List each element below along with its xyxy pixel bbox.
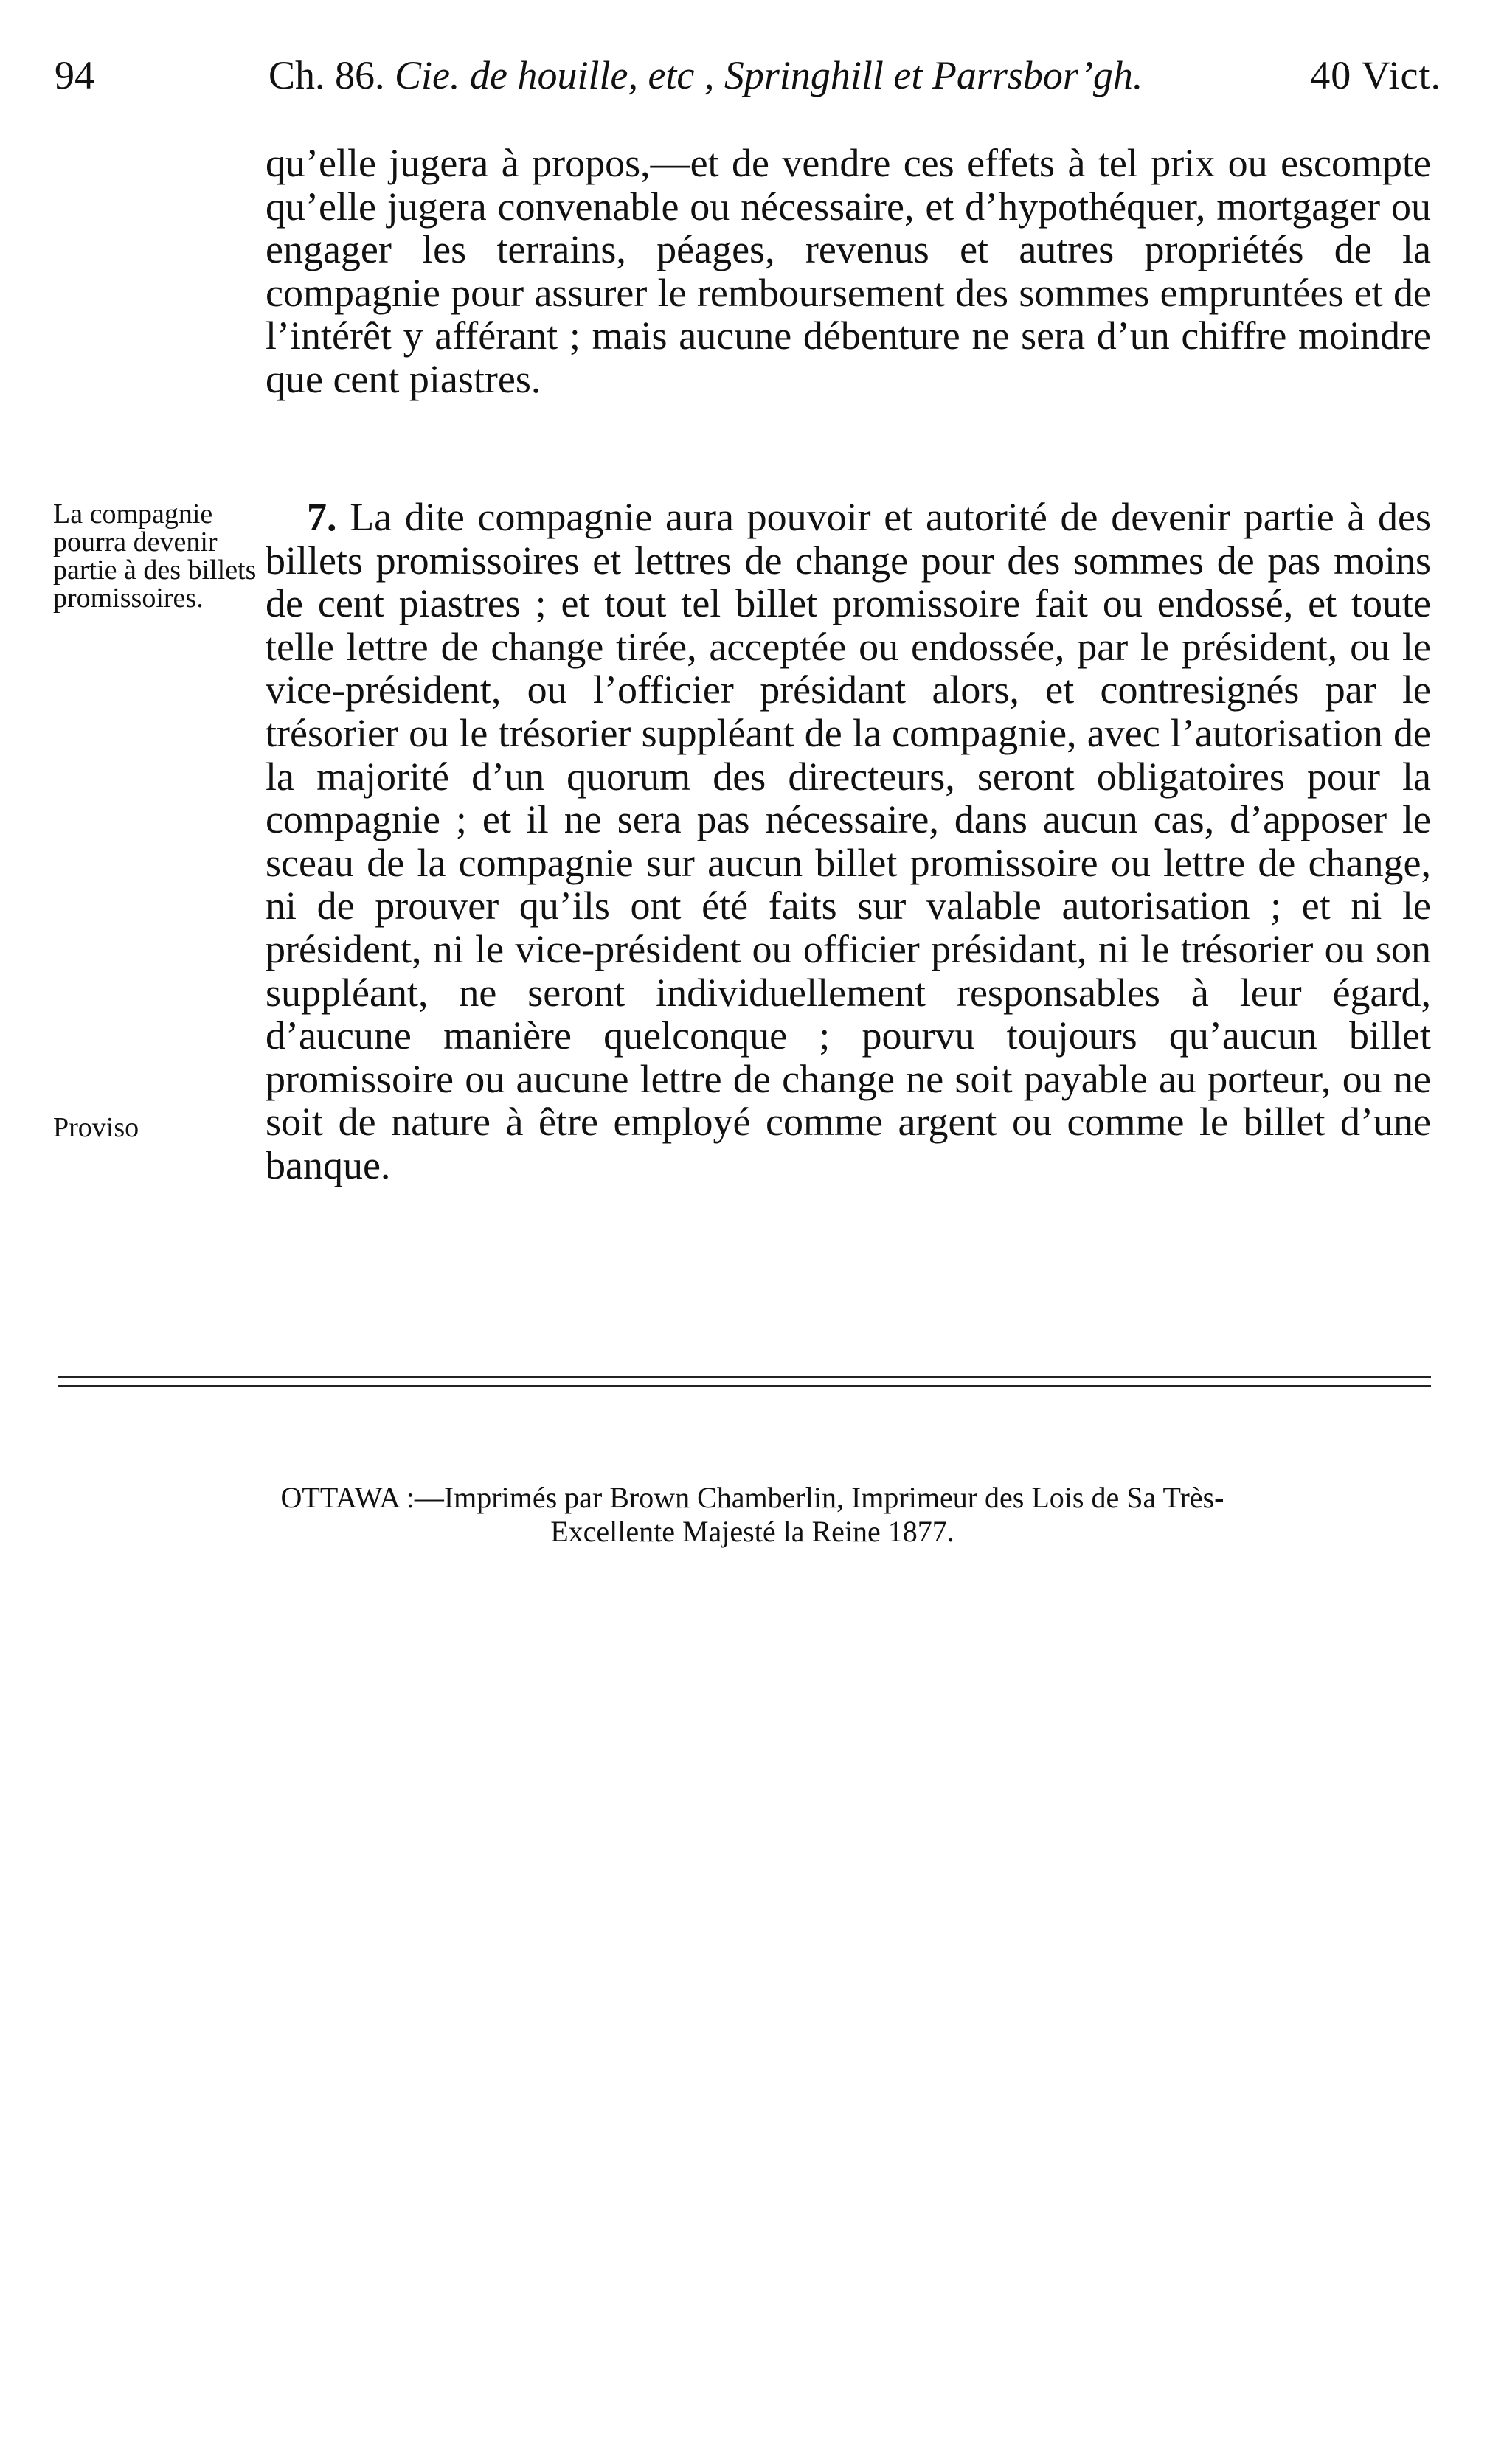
- sidenote-proviso: Proviso: [53, 1112, 139, 1143]
- year-head: 40 Vict.: [1310, 53, 1441, 97]
- section-7-paragraph: [266, 496, 1431, 1187]
- page-number: 94: [55, 53, 94, 97]
- page-header: [55, 46, 1441, 105]
- sidenote-billets-promissoires: La compagnie pourra devenir partie à des billets promissoires.: [53, 499, 257, 614]
- running-head: [268, 46, 1143, 105]
- running-title: Cie. de houille, etc , Springhill et Parrsbor’gh.: [395, 53, 1143, 97]
- imprint-line-1: OTTAWA :—Imprimés par Brown Chamberlin, Imprimeur des Lois de Sa Très-: [280, 1481, 1224, 1514]
- rule-top: [58, 1376, 1431, 1378]
- section-7-text: La dite compagnie aura pouvoir et autorité de devenir partie à des billets promissoires et lettres de change pour des sommes de pas moins de cent piastres ; et tout tel billet promissoire fait ou endossé, et toute telle lettre de change tirée, acceptée ou endossée, par le président, ou le vice-président, ou l’officier présidant alors, et contresignés par le trésorier ou le trésorier suppléant de la compagnie, avec l’autorisation de la majorité d’un quorum des directeurs, seront obligatoires pour la compagnie ; et il ne sera pas nécessaire, dans aucun cas, d’apposer le sceau de la compagnie sur aucun billet promissoire ou lettre de change, ni de prouver qu’ils ont été faits sur valable autorisation ; et ni le président, ni le vice-président ou officier présidant, ni le trésorier ou son suppléant, ne seront individuellement responsables à leur égard, d’aucune manière quelconque ; pourvu toujours qu’aucun billet promissoire ou aucune lettre de change ne soit payable au porteur, ou ne soit de nature à être employé comme argent ou comme le billet d’une banque.: [266, 495, 1432, 1187]
- rule-bottom: [58, 1385, 1431, 1387]
- chapter-label: Ch. 86.: [268, 53, 385, 97]
- printer-imprint: [177, 1481, 1328, 1549]
- intro-paragraph: qu’elle jugera à propos,—et de vendre ces effets à tel prix ou escompte qu’elle jugera convenable ou nécessaire, et d’hypothéquer, mortgager ou engager les terrains, péages, revenus et autres propriétés de la compagnie pour assurer le remboursement des sommes empruntées et de l’intérêt y afférant ; mais aucune débenture ne sera d’un chiffre moindre que cent piastres.: [266, 141, 1431, 401]
- double-rule: [58, 1376, 1431, 1391]
- section-number: 7.: [307, 495, 337, 539]
- imprint-line-2: Excellente Majesté la Reine 1877.: [550, 1515, 954, 1548]
